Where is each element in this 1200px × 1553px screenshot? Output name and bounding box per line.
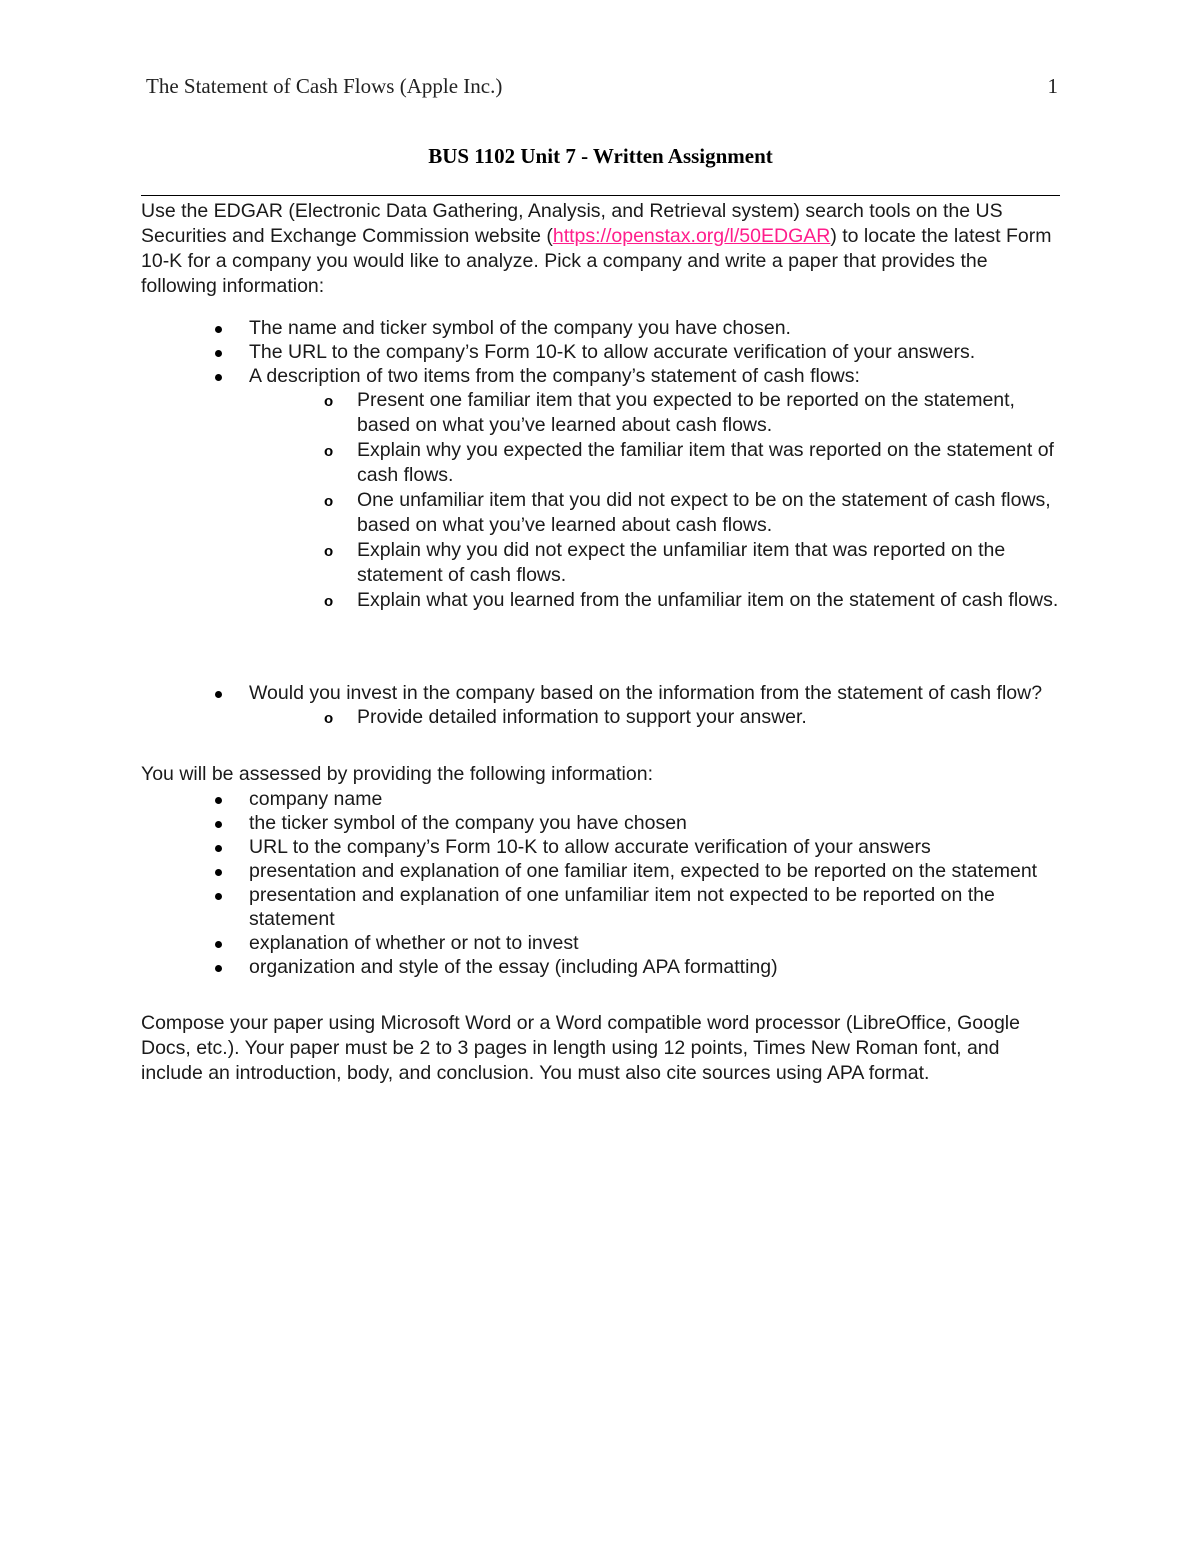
bullet-icon <box>215 797 222 804</box>
list-item <box>249 364 1060 613</box>
description-sublist <box>141 388 1060 613</box>
circle-bullet-icon: o <box>324 593 334 610</box>
closing-paragraph: Compose your paper using Microsoft Word or a Word compatible word processor (LibreOffice, Google Docs, etc.). Your paper must be 2 to 3 pages in length using 12 points, Times New Roman font, and include an introduction, body, and conclusion. You must also cite sources using APA format. <box>141 1012 1020 1084</box>
list-item-text: presentation and explanation of one unfamiliar item not expected to be reported on the statement <box>249 884 995 930</box>
bullet-icon <box>215 350 222 357</box>
list-item-text: A description of two items from the company’s statement of cash flows: <box>249 365 860 387</box>
list-item-text: the ticker symbol of the company you have chosen <box>249 812 687 834</box>
invest-list <box>141 681 1060 730</box>
title-underline <box>141 195 1060 196</box>
sublist-item <box>249 588 1060 613</box>
list-item <box>249 316 1060 340</box>
bullet-icon <box>215 374 222 381</box>
list-item-text: presentation and explanation of one familiar item, expected to be reported on the statement <box>249 860 1038 882</box>
sublist-item <box>249 705 1060 730</box>
invest-sublist <box>141 705 1060 730</box>
sublist-item-text: Present one familiar item that you expected to be reported on the statement, based on what you’ve learned about cash flows. <box>357 389 1015 436</box>
circle-bullet-icon: o <box>324 443 334 460</box>
bullet-icon <box>215 893 222 900</box>
list-item-text: URL to the company’s Form 10-K to allow accurate verification of your answers <box>249 836 931 858</box>
list-item <box>249 955 1060 979</box>
list-item <box>249 835 1060 859</box>
circle-bullet-icon: o <box>324 393 334 410</box>
sublist-item-text: Explain what you learned from the unfamiliar item on the statement of cash flows. <box>357 589 1059 611</box>
intro-paragraph <box>141 199 1060 299</box>
running-head <box>146 72 1058 100</box>
list-item-text: organization and style of the essay (including APA formatting) <box>249 956 778 978</box>
sublist-item-text: Provide detailed information to support your answer. <box>357 706 807 728</box>
sublist-item-text: Explain why you did not expect the unfamiliar item that was reported on the statement of cash flows. <box>357 539 1006 586</box>
list-item <box>249 811 1060 835</box>
list-item <box>249 859 1060 883</box>
circle-bullet-icon: o <box>324 543 334 560</box>
sublist-item-text: Explain why you expected the familiar item that was reported on the statement of cash flows. <box>357 439 1054 486</box>
list-item <box>249 787 1060 811</box>
list-item <box>249 883 1060 931</box>
sublist-item <box>249 488 1060 538</box>
document-body <box>141 199 1060 1086</box>
sublist-item <box>249 388 1060 438</box>
bullet-icon <box>215 965 222 972</box>
list-item-text: Would you invest in the company based on the information from the statement of cash flow? <box>249 682 1043 704</box>
intro-text-before-link: Use the EDGAR (Electronic Data Gathering, Analysis, and Retrieval system) search tools on the US Securities and Exchange Commission website ( <box>141 200 1003 247</box>
bullet-icon <box>215 869 222 876</box>
list-item <box>249 340 1060 364</box>
circle-bullet-icon: o <box>324 710 334 727</box>
sublist-item <box>249 538 1060 588</box>
document-title: BUS 1102 Unit 7 - Written Assignment <box>428 144 773 168</box>
bullet-icon <box>215 821 222 828</box>
circle-bullet-icon: o <box>324 493 334 510</box>
list-item <box>249 681 1060 730</box>
sublist-item-text: One unfamiliar item that you did not expect to be on the statement of cash flows, based on what you’ve learned about cash flows. <box>357 489 1051 536</box>
page-number: 1 <box>1047 74 1058 98</box>
list-item-text: The URL to the company’s Form 10-K to allow accurate verification of your answers. <box>249 341 976 363</box>
list-item-text: company name <box>249 788 383 810</box>
intro-text-after-link: ) to locate the latest Form 10-K for a company you would like to analyze. Pick a company and write a paper that provides the following information: <box>141 225 1052 297</box>
bullet-icon <box>215 845 222 852</box>
assessment-list <box>141 787 1060 979</box>
assessment-intro: You will be assessed by providing the following information: <box>141 763 653 785</box>
requirements-list <box>141 316 1060 613</box>
list-item <box>249 931 1060 955</box>
list-item-text: The name and ticker symbol of the company you have chosen. <box>249 317 791 339</box>
bullet-icon <box>215 941 222 948</box>
bullet-icon <box>215 326 222 333</box>
list-item-text: explanation of whether or not to invest <box>249 932 579 954</box>
sublist-item <box>249 438 1060 488</box>
running-head-title: The Statement of Cash Flows (Apple Inc.) <box>146 74 503 98</box>
bullet-icon <box>215 691 222 698</box>
edgar-link[interactable]: https://openstax.org/l/50EDGAR <box>552 225 831 247</box>
